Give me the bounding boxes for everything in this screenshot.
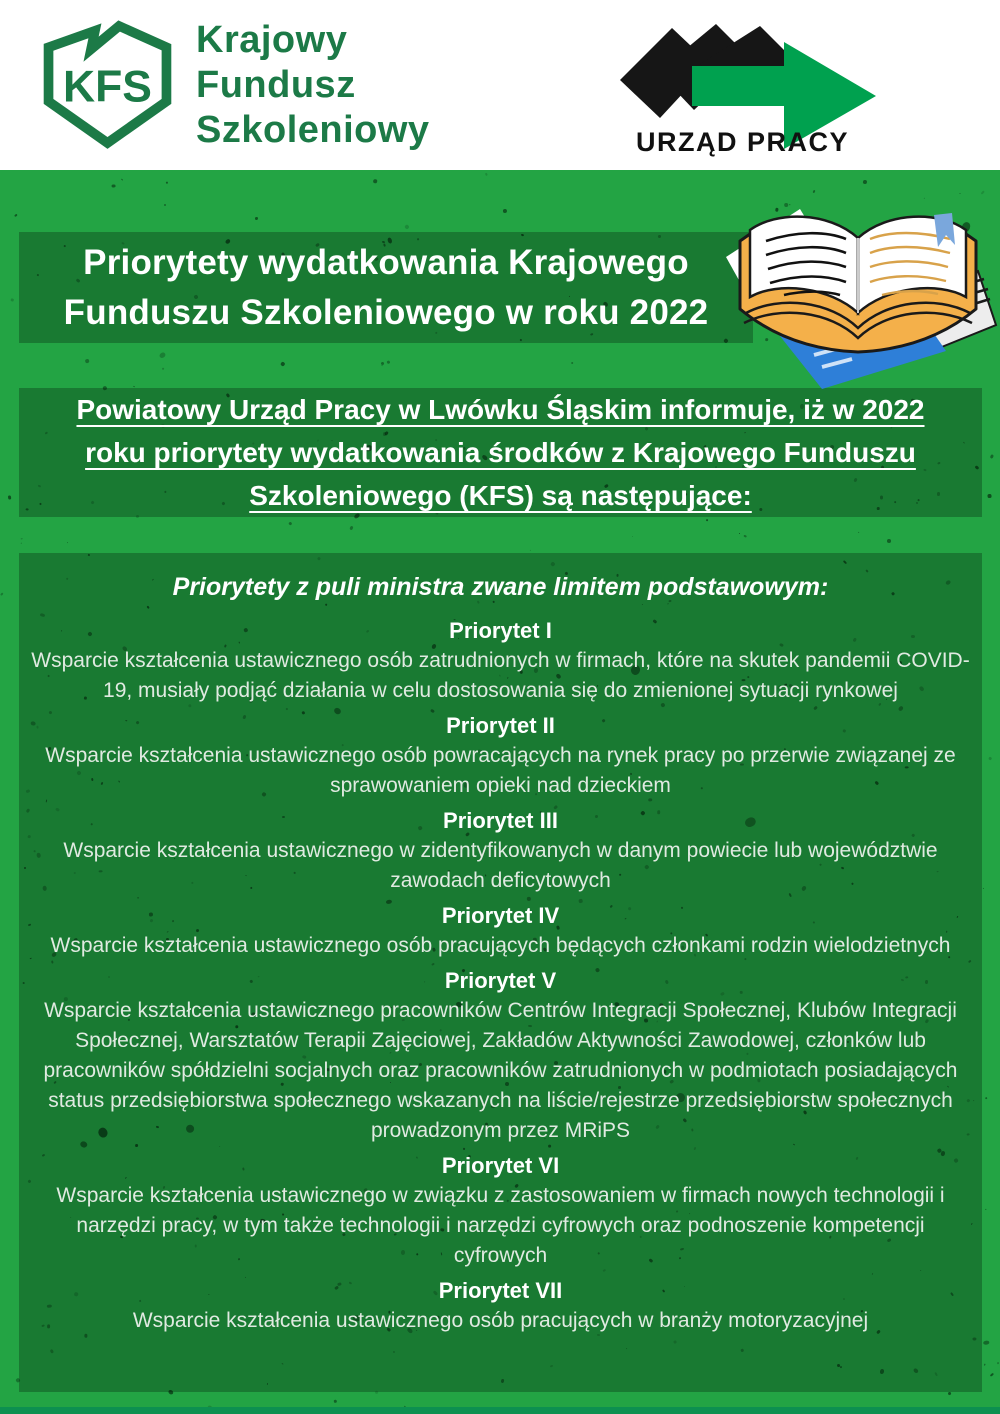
texture-speck <box>387 361 391 365</box>
kfs-acronym: KFS <box>63 62 152 112</box>
bottom-strip <box>0 1407 1000 1414</box>
texture-speck <box>948 1392 952 1396</box>
texture-speck <box>334 1400 337 1404</box>
texture-speck <box>280 361 285 366</box>
intro-panel <box>19 388 982 517</box>
kfs-wordmark-line: Szkoleniowy <box>196 109 430 151</box>
kfs-wordmark-line: Fundusz <box>196 64 356 106</box>
texture-speck <box>112 185 116 188</box>
texture-speck <box>985 1097 988 1100</box>
priority-text: Wsparcie kształcenia ustawicznego osób zatrudnionych w firmach, które na skutek pandemii COVID-19, musiały podjąć działania w celu dostosowania się do zmienionej sytuacji rynkowej <box>31 649 970 702</box>
texture-speck <box>632 536 634 538</box>
texture-speck <box>288 521 292 525</box>
texture-speck <box>166 181 168 184</box>
texture-speck <box>158 351 166 358</box>
texture-speck <box>21 538 23 540</box>
urzad-pracy-label: URZĄD PRACY <box>636 127 850 157</box>
texture-speck <box>503 209 507 213</box>
texture-speck <box>164 204 166 206</box>
intro-line: Szkoleniowego (KFS) są następujące: <box>249 480 752 511</box>
texture-speck <box>14 214 17 217</box>
texture-speck <box>8 495 11 499</box>
intro-line: Powiatowy Urząd Pracy w Lwówku Śląskim informuje, iż w 2022 <box>76 394 925 425</box>
texture-speck <box>404 224 410 229</box>
texture-speck <box>990 1373 994 1377</box>
open-book <box>740 213 976 352</box>
priority-text: Wsparcie kształcenia ustawicznego osób powracających na rynek pracy po przerwie związanej ze sprawowaniem opieki nad dzieckiem <box>45 744 956 797</box>
kfs-wordmark-line: Krajowy <box>196 19 348 61</box>
texture-speck <box>990 454 994 459</box>
priority-label: Priorytet IV <box>441 903 560 928</box>
priority-label: Priorytet III <box>443 808 558 833</box>
texture-speck <box>121 179 123 181</box>
priority-text: Wsparcie kształcenia ustawicznego pracowników Centrów Integracji Społecznej, Klubów Integracji Społecznej, Warsztatów Terapii Zajęciowej, Zakładów Aktywności Zawodowej, członków lub pracowników spółdzielni socjalnych oraz pracowników zatrudnionych w podmiotach posiadających status przedsiębiorstwa społecznego wskazanych na liście/rejestrze przedsiębiorstw społecznych prowadzonym przez MRiPS <box>43 999 958 1142</box>
texture-speck <box>743 535 746 538</box>
header-band <box>0 0 1000 170</box>
texture-speck <box>530 550 531 551</box>
texture-speck <box>67 542 68 543</box>
open-book-icon <box>718 183 1000 395</box>
priority-list <box>27 615 974 1336</box>
title-panel <box>19 232 753 343</box>
kfs-shield-icon <box>35 14 180 154</box>
section-heading: Priorytety z puli ministra zwane limitem podstawowym: <box>172 573 829 601</box>
kfs-wordmark <box>196 18 430 153</box>
texture-speck <box>0 592 4 596</box>
texture-speck <box>571 362 574 365</box>
texture-speck <box>21 543 22 544</box>
priority-text: Wsparcie kształcenia ustawicznego osób pracujących będących członkami rodzin wielodzietnych <box>50 934 951 957</box>
intro-line: roku priorytety wydatkowania środków z Krajowego Funduszu <box>85 437 916 468</box>
texture-speck <box>988 757 992 761</box>
texture-speck <box>706 519 709 522</box>
priority-label: Priorytet VI <box>441 1153 560 1178</box>
texture-speck <box>381 362 385 366</box>
priority-text: Wsparcie kształcenia ustawicznego w związku z zastosowaniem w firmach nowych technologii i narzędzi pracy, w tym także technologii i narzędzi cyfrowych oraz podnoszenie kompetencji cyfrowych <box>56 1184 945 1267</box>
texture-speck <box>988 494 992 498</box>
texture-speck <box>983 1341 990 1346</box>
page-title-line: Priorytety wydatkowania Krajowego <box>83 242 689 282</box>
texture-speck <box>984 1364 985 1366</box>
urzad-pracy-logo-icon <box>608 8 900 163</box>
priority-label: Priorytet VII <box>438 1278 563 1303</box>
priorities-panel <box>19 553 982 1392</box>
texture-speck <box>983 888 984 889</box>
texture-speck <box>887 539 891 543</box>
texture-speck <box>349 526 353 531</box>
texture-speck <box>485 173 488 177</box>
texture-speck <box>372 179 377 184</box>
texture-speck <box>997 1362 1000 1364</box>
priority-text: Wsparcie kształcenia ustawicznego osób pracujących w branży motoryzacyjnej <box>132 1309 869 1332</box>
texture-speck <box>255 217 258 220</box>
priority-label: Priorytet I <box>449 618 552 643</box>
texture-speck <box>985 1209 987 1211</box>
texture-speck <box>84 359 89 364</box>
priority-label: Priorytet II <box>446 713 555 738</box>
priority-text: Wsparcie kształcenia ustawicznego w zidentyfikowanych w danym powiecie lub województwie zawodach deficytowych <box>63 839 938 892</box>
texture-speck <box>10 298 14 302</box>
texture-speck <box>858 532 860 534</box>
texture-speck <box>162 368 164 370</box>
texture-speck <box>739 533 740 534</box>
priority-label: Priorytet V <box>444 968 557 993</box>
page-title-line: Funduszu Szkoleniowego w roku 2022 <box>63 292 709 332</box>
